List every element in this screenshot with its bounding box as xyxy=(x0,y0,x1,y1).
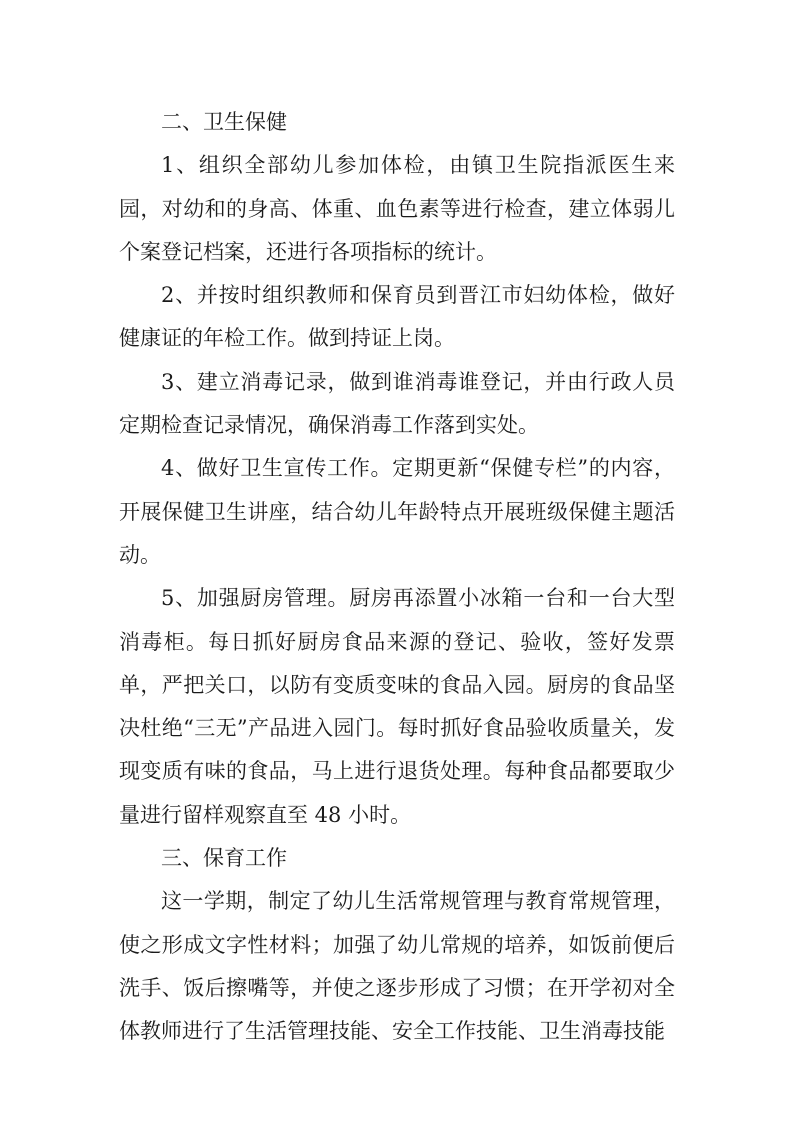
paragraph-item-2: 2、并按时组织教师和保育员到晋江市妇幼体检，做好健康证的年检工作。做到持证上岗。 xyxy=(119,283,675,351)
section-heading-hygiene: 二、卫生保健 xyxy=(161,110,287,134)
paragraph-item-4: 4、做好卫生宣传工作。定期更新“保健专栏”的内容，开展保健卫生讲座，结合幼儿年龄特点开展班级保健主题活动。 xyxy=(119,456,675,567)
paragraph-item-5: 5、加强厨房管理。厨房再添置小冰箱一台和一台大型消毒柜。每日抓好厨房食品来源的登记、验收，签好发票单，严把关口，以防有变质变味的食品入园。厨房的食品坚决杜绝“三无”产品进入园门。每时抓好食品验收质量关，发现变质有味的食品，马上进行退货处理。每种食品都要取少量进行留样观察直至 48 小时。 xyxy=(119,586,675,827)
section-heading-care: 三、保育工作 xyxy=(161,846,287,871)
paragraph-item-1: 1、组织全部幼儿参加体检，由镇卫生院指派医生来园，对幼和的身高、体重、血色素等进行检查，建立体弱儿个案登记档案，还进行各项指标的统计。 xyxy=(119,153,675,264)
paragraph-item-3: 3、建立消毒记录，做到谁消毒谁登记，并由行政人员定期检查记录情况，确保消毒工作落到实处。 xyxy=(119,369,675,438)
paragraph-care-work: 这一学期，制定了幼儿生活常规管理与教育常规管理，使之形成文字性材料；加强了幼儿常规的培养，如饭前便后洗手、饭后擦嘴等，并使之逐步形成了习惯；在开学初对全体教师进行了生活管理技能、安全工作技能、卫生消毒技能 xyxy=(119,889,675,1044)
document-body xyxy=(119,101,675,1054)
